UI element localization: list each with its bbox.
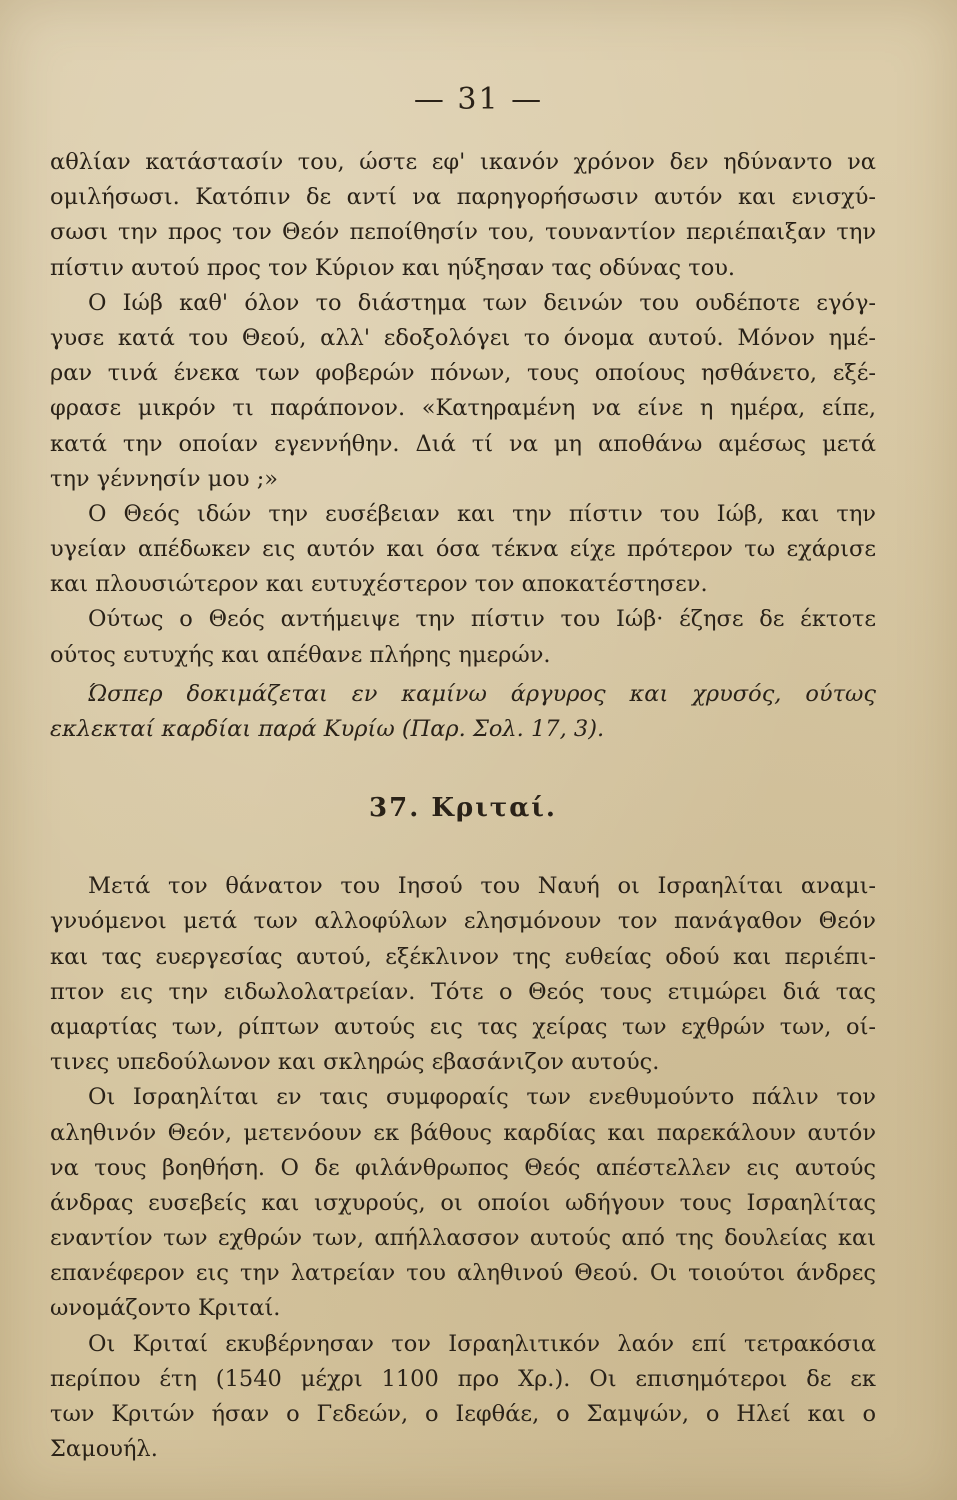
text-line: αληθινόν Θεόν, μετενόουν εκ βάθους καρδίας και παρεκάλουν αυτόν <box>50 1119 876 1146</box>
text-line: περίπου έτη (1540 μέχρι 1100 προ Χρ.). Οι επισημότεροι δε εκ <box>50 1365 876 1392</box>
text-line: αμαρτίας των, ρίπτων αυτούς εις τας χείρας των εχθρών των, οί- <box>50 1013 876 1040</box>
text-line: και τας ευεργεσίας αυτού, εξέκλινον της ευθείας οδού και περιέπι- <box>50 943 876 970</box>
text-line: γυσε κατά του Θεού, αλλ' εδοξολόγει το όνομα αυτού. Μόνον ημέ- <box>50 324 876 351</box>
text-line: ούτος ευτυχής και απέθανε πλήρης ημερών. <box>50 641 551 668</box>
text-line: σωσι την προς τον Θεόν πεποίθησίν του, τουναντίον περιέπαιξαν την <box>50 219 876 246</box>
text-line: ομιλήσωσι. Κατόπιν δε αντί να παρηγορήσωσιν αυτόν και ενισχύ- <box>50 184 876 211</box>
quote-line: Ώσπερ δοκιμάζεται εν καμίνω άργυρος και χρυσός, ούτως <box>88 680 876 707</box>
text-line: τινες υπεδούλωνον και σκληρώς εβασάνιζον αυτούς. <box>50 1049 660 1076</box>
text-line: κατά την οποίαν εγεννήθην. Διά τί να μη αποθάνω αμέσως μετά <box>50 430 876 457</box>
text-line: πτον εις την ειδωλολατρείαν. Τότε ο Θεός τους ετιμώρει διά τας <box>50 978 876 1005</box>
text-line: Σαμουήλ. <box>50 1436 158 1463</box>
text-line: των Κριτών ήσαν ο Γεδεών, ο Ιεφθάε, ο Σαμψών, ο Ηλεί και ο <box>50 1401 876 1427</box>
text-line: Μετά τον θάνατον του Ιησού του Ναυή οι Ισραηλίται αναμι- <box>88 873 876 900</box>
text-line: υγείαν απέδωκεν εις αυτόν και όσα τέκνα είχε πρότερον τω εχάρισε <box>50 536 876 563</box>
text-line: και πλουσιώτερον και ευτυχέστερον τον αποκατέστησεν. <box>50 571 708 598</box>
section-heading: 37. Κριταί. <box>369 793 557 824</box>
text-line: την γέννησίν μου ;» <box>50 465 279 492</box>
text-line: αθλίαν κατάστασίν του, ώστε εφ' ικανόν χρόνον δεν ηδύναντο να <box>50 149 876 175</box>
page-text <box>50 145 876 1467</box>
quote-line: εκλεκταί καρδίαι παρά Κυρίω (Παρ. Σολ. 17, 3). <box>50 716 605 742</box>
text-line: να τους βοηθήση. Ο δε φιλάνθρωπος Θεός απέστελλεν εις αυτούς <box>50 1154 876 1181</box>
text-line: γνυόμενοι μετά των αλλοφύλων ελησμόνουν τον πανάγαθον Θεόν <box>50 908 876 935</box>
text-line: Οι Ισραηλίται εν ταις συμφοραίς των ενεθυμούντο πάλιν τον <box>88 1084 876 1111</box>
text-line: Ο Ιώβ καθ' όλον το διάστημα των δεινών του ουδέποτε εγόγ- <box>88 289 876 316</box>
text-line: Ο Θεός ιδών την ευσέβειαν και την πίστιν του Ιώβ, και την <box>88 500 876 527</box>
text-line: επανέφερον εις την λατρείαν του αληθινού Θεού. Οι τοιούτοι άνδρες <box>50 1260 876 1287</box>
page-number: — 31 — <box>413 82 544 117</box>
text-line: πίστιν αυτού προς τον Κύριον και ηύξησαν τας οδύνας του. <box>50 254 736 281</box>
text-line: εναντίον των εχθρών των, απήλλασσον αυτούς από της δουλείας και <box>50 1225 876 1252</box>
text-line: Οι Κριταί εκυβέρνησαν τον Ισραηλιτικόν λαόν επί τετρακόσια <box>88 1330 876 1357</box>
text-line: άνδρας ευσεβείς και ισχυρούς, οι οποίοι ωδήγουν τους Ισραηλίτας <box>50 1189 876 1216</box>
text-line: ωνομάζοντο Κριταί. <box>50 1295 281 1322</box>
text-line: φρασε μικρόν τι παράπονον. «Κατηραμένη να είνε η ημέρα, είπε, <box>50 395 876 422</box>
text-line: ραν τινά ένεκα των φοβερών πόνων, τους οποίους ησθάνετο, εξέ- <box>50 360 876 387</box>
text-line: Ούτως ο Θεός αντήμειψε την πίστιν του Ιώβ· έζησε δε έκτοτε <box>88 606 876 633</box>
